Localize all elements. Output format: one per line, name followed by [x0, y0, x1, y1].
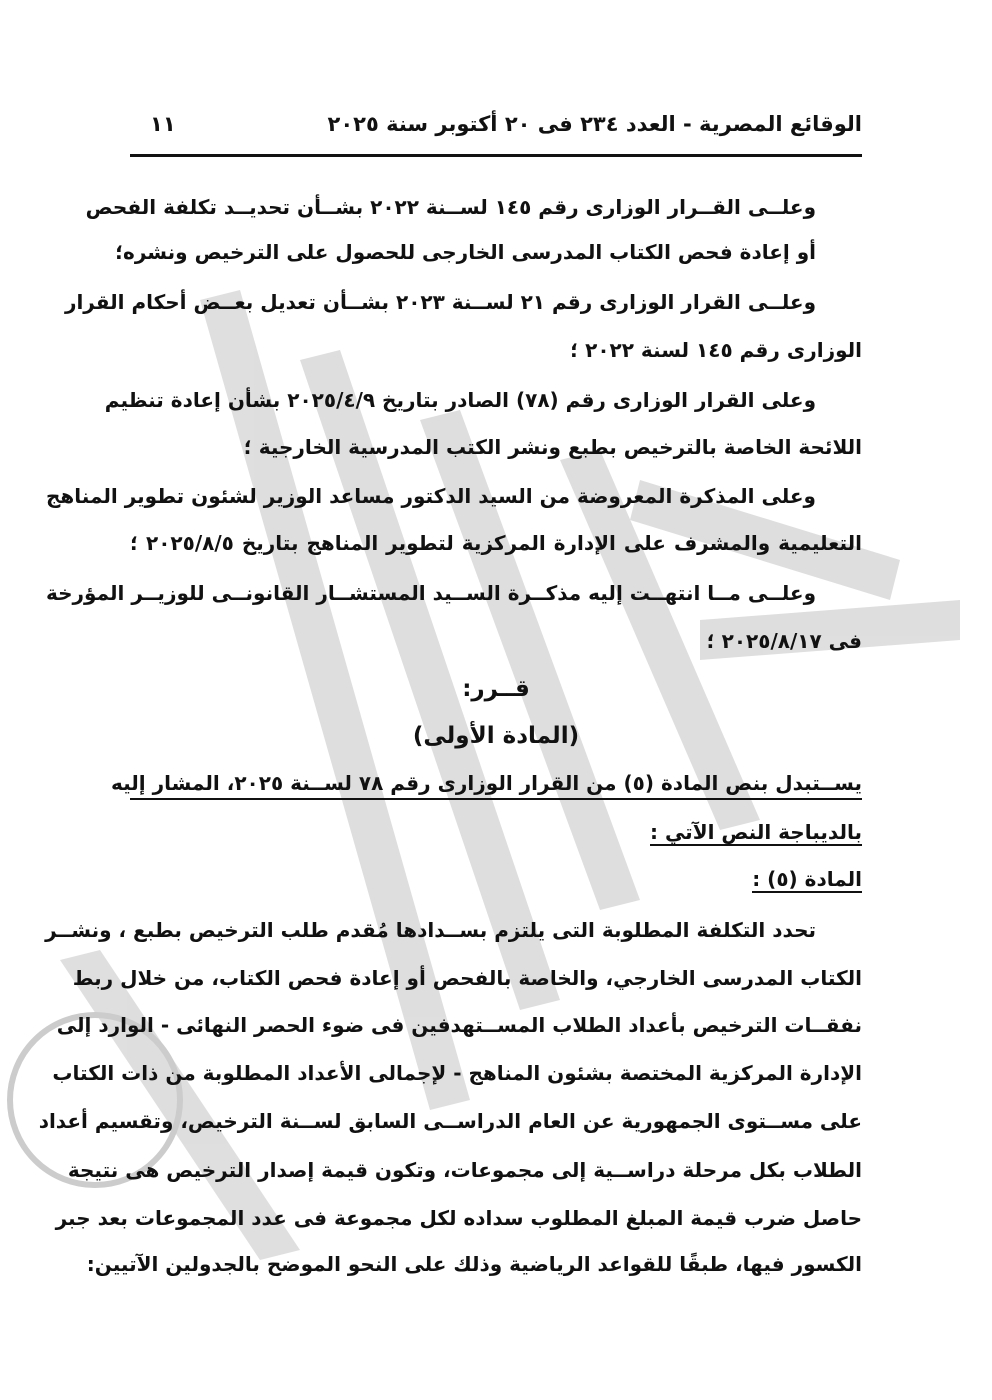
article-label-wrap — [130, 864, 862, 894]
text-line: الوزارى رقم ١٤٥ لسنة ٢٠٢٢ ؛ — [570, 338, 862, 362]
page-header — [130, 112, 862, 146]
decree-heading: قــرر: — [462, 676, 530, 702]
text-line: أو إعادة فحص الكتاب المدرسى الخارجى للحصول على الترخيص ونشره؛ — [115, 240, 816, 264]
article-line: بالديباجة النص الآتي : — [649, 820, 862, 844]
text-line: اللائحة الخاصة بالترخيص بطبع ونشر الكتب المدرسية الخارجية ؛ — [243, 435, 862, 459]
body-line: الطلاب بكل مرحلة دراســية إلى مجموعات، وتكون قيمة إصدار الترخيص هى نتيجة — [67, 1158, 862, 1182]
text-line: وعلــى مــا انتهــت إليه مذكــرة الســيد المستشــار القانونــى للوزيــر المؤرخة — [45, 581, 816, 605]
text-line: فى ٢٠٢٥/٨/١٧ ؛ — [706, 629, 862, 653]
text-line: التعليمية والمشرف على الإدارة المركزية لتطوير المناهج بتاريخ ٢٠٢٥/٨/٥ ؛ — [130, 531, 863, 555]
page-number: ١١ — [150, 112, 176, 136]
text-line: وعلــى القــرار الوزارى رقم ١٤٥ لســنة ٢٠٢٢ بشــأن تحديــد تكلفة الفحص — [85, 195, 816, 219]
header-title: الوقائع المصرية - العدد ٢٣٤ فى ٢٠ أكتوبر سنة ٢٠٢٥ — [327, 112, 862, 136]
body-line: تحدد التكلفة المطلوبة التى يلتزم بســدادها مُقدم طلب الترخيص بطبع ، ونشــر — [45, 918, 816, 942]
text-line: وعلــى القرار الوزارى رقم ٢١ لســنة ٢٠٢٣ بشــأن تعديل بعــض أحكام القرار — [64, 290, 816, 314]
article-label: المادة (٥) : — [752, 867, 862, 891]
body-line: نفقــات الترخيص بأعداد الطلاب المســتهدفين فى ضوء الحصر النهائى - الوارد إلى — [56, 1013, 862, 1037]
body-line: الإدارة المركزية المختصة بشئون المناهج - لإجمالى الأعداد المطلوبة من ذات الكتاب — [52, 1061, 862, 1085]
header-rule — [130, 154, 862, 157]
text-line: وعلى القرار الوزارى رقم (٧٨) الصادر بتاريخ ٢٠٢٥/٤/٩ بشأن إعادة تنظيم — [104, 388, 816, 412]
body-line: حاصل ضرب قيمة المبلغ المطلوب سداده لكل مجموعة فى عدد المجموعات بعد جبر — [55, 1206, 862, 1230]
body-line: الكتاب المدرسى الخارجي، والخاصة بالفحص أو إعادة فحص الكتاب، من خلال ربط — [72, 966, 862, 990]
article-line: يســتبدل بنص المادة (٥) من القرار الوزارى رقم ٧٨ لســنة ٢٠٢٥، المشار إليه — [130, 768, 862, 800]
body-line: على مســتوى الجمهورية عن العام الدراســى السابق لســنة الترخيص، وتقسيم أعداد — [38, 1109, 862, 1133]
article-line-wrap — [130, 817, 862, 847]
body-line: الكسور فيها، طبقًا للقواعد الرياضية وذلك على النحو الموضح بالجدولين الآتيين: — [86, 1252, 862, 1276]
text-line: وعلى المذكرة المعروضة من السيد الدكتور مساعد الوزير لشئون تطوير المناهج — [46, 484, 816, 508]
article-heading: (المادة الأولى) — [412, 723, 580, 749]
